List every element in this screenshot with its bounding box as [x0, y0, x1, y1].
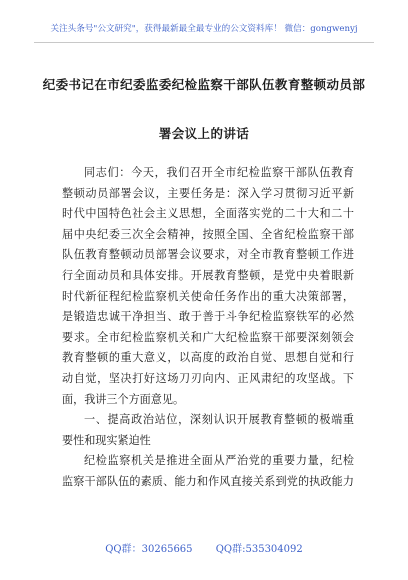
document-title-line-2: 署会议上的讲话 — [158, 126, 250, 141]
body-line: 动自觉，坚决打好这场刀刃向内、正风肃纪的攻坚战。下 — [62, 371, 354, 385]
body-line: 时代新征程纪检监察机关使命任务作出的重大决策部署， — [62, 289, 354, 303]
body-line: 要求。全市纪检监察机关和广大纪检监察干部要深刻领会 — [62, 330, 354, 344]
document-body — [62, 163, 354, 493]
footer-qq-group-2: QQ群:535304092 — [215, 544, 303, 555]
document-title-line-1: 纪委书记在市纪委监委纪检监察干部队伍教育整顿动员部 — [42, 77, 366, 92]
body-line: 行全面动员和具体安排。开展教育整顿，是党中央着眼新 — [62, 268, 354, 282]
header-divider — [34, 42, 374, 43]
body-line: 队伍教育整顿动员部署会议要求，对全市教育整顿工作进 — [62, 248, 354, 262]
body-line: 教育整顿的重大意义，以高度的政治自觉、思想自觉和行 — [62, 351, 354, 365]
body-line: 同志们：今天，我们召开全市纪检监察干部队伍教育 — [84, 166, 354, 179]
body-line: 时代中国特色社会主义思想，全面落实党的二十大和二十 — [62, 207, 354, 221]
body-line: 纪检监察机关是推进全面从严治党的重要力量，纪检 — [84, 454, 354, 468]
body-line: 届中央纪委三次全会精神，按照全国、全省纪检监察干部 — [62, 227, 354, 241]
section-heading-line: 一、提高政治站位，深刻认识开展教育整顿的极端重 — [84, 413, 354, 427]
footer-qq-group-1: QQ群：30265665 — [105, 544, 193, 555]
footer-contact — [0, 540, 408, 555]
body-line: 整顿动员部署会议，主要任务是：深入学习贯彻习近平新 — [62, 186, 354, 200]
body-line: 监察干部队伍的素质、能力和作风直接关系到党的执政能力 — [62, 474, 354, 488]
body-line: 面，我讲三个方面意见。 — [62, 392, 185, 406]
header-note: 关注头条号"公文研究"，获得最新最全最专业的公文资料库！ 微信：gongwenyj — [50, 24, 358, 34]
body-line: 是锻造忠诚干净担当、敢于善于斗争纪检监察铁军的必然 — [62, 310, 354, 324]
section-heading-line: 要性和现实紧迫性 — [62, 433, 151, 447]
